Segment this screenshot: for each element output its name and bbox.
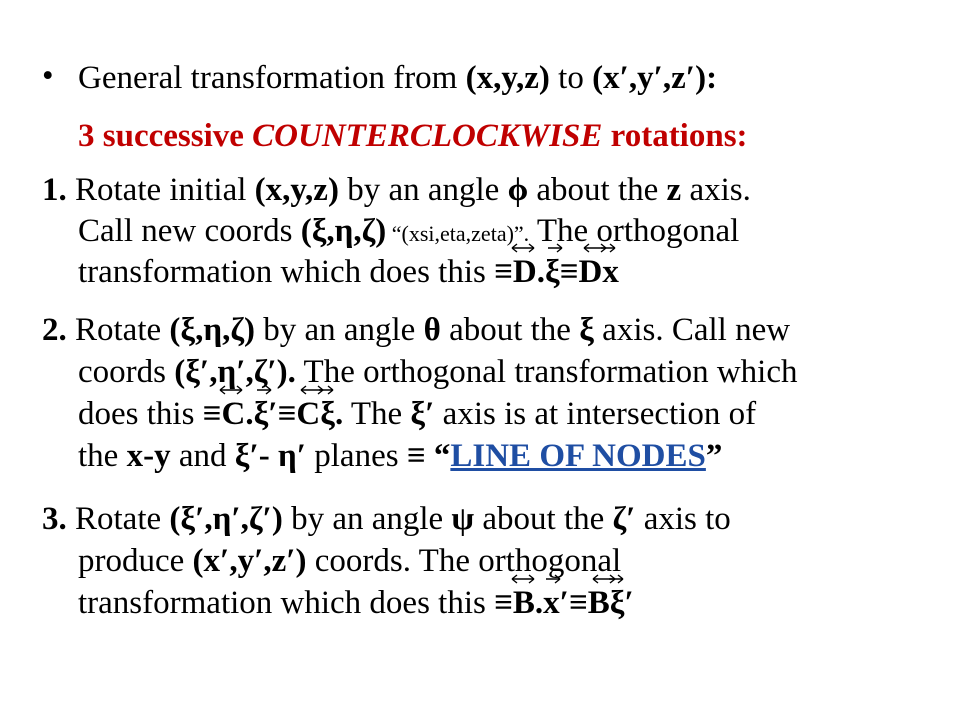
step3-text-a: Rotate bbox=[66, 501, 170, 537]
step3-vector-xip bbox=[610, 583, 634, 623]
double-arrow-icon bbox=[576, 243, 602, 253]
step2-matrix-C bbox=[221, 394, 253, 434]
right-arrow-icon bbox=[540, 574, 560, 584]
step1-coord-names: “(xsi,eta,zeta)”. bbox=[386, 221, 530, 246]
step2-open-quote: “ bbox=[425, 438, 451, 474]
step2-l4-text-a: the bbox=[78, 438, 127, 474]
step1-phi: ϕ bbox=[507, 172, 529, 208]
step2-number: 2. bbox=[42, 312, 67, 348]
step1-D-label: D. bbox=[512, 254, 545, 290]
step2-l3-text-a: does this bbox=[78, 396, 203, 432]
step2-C2-label: C bbox=[296, 396, 321, 432]
line-of-nodes-link[interactable]: LINE OF NODES bbox=[450, 438, 706, 474]
step1-coords: (x,y,z) bbox=[254, 172, 339, 208]
step2-line2 bbox=[78, 352, 798, 392]
step3-l2-text-a: produce bbox=[78, 543, 193, 579]
step2-C-label: C. bbox=[221, 396, 254, 432]
bullet-dot: • bbox=[42, 58, 54, 94]
step1-text-a: Rotate initial bbox=[66, 172, 255, 208]
step1-new-coords: (ξ,η,ζ) bbox=[300, 213, 387, 249]
step3-number: 3. bbox=[42, 501, 67, 537]
step2-line1 bbox=[42, 310, 790, 350]
step2-new-coords: (ξ′,η′,ζ′). bbox=[174, 354, 296, 390]
step2-vector-xip bbox=[254, 394, 278, 434]
right-arrow-icon bbox=[317, 385, 337, 395]
step1-vector-xi bbox=[545, 252, 560, 292]
step2-xi-label: ξ. bbox=[320, 396, 344, 432]
step2-line4 bbox=[78, 436, 722, 476]
double-arrow-icon bbox=[510, 574, 536, 584]
step2-l2-text-a: coords bbox=[78, 354, 175, 390]
double-arrow-icon bbox=[293, 385, 319, 395]
step2-l2-text-b: The orthogonal transformation which bbox=[295, 354, 798, 390]
step2-text-a: Rotate bbox=[66, 312, 170, 348]
step1-x-label: x bbox=[602, 254, 619, 290]
step2-xip-label: ξ′ bbox=[253, 396, 278, 432]
right-arrow-icon bbox=[607, 574, 627, 584]
step1-number: 1. bbox=[42, 172, 67, 208]
rotations-suffix: rotations: bbox=[602, 118, 748, 154]
step1-equiv-2: ≡ bbox=[559, 254, 579, 290]
step2-text-d: axis. Call new bbox=[593, 312, 791, 348]
step1-z: z bbox=[666, 172, 682, 208]
step1-l2-text-b: The orthogonal bbox=[529, 213, 740, 249]
step2-close-quote: ” bbox=[705, 438, 723, 474]
right-arrow-icon bbox=[599, 243, 619, 253]
right-arrow-icon bbox=[251, 385, 271, 395]
step3-matrix-B2 bbox=[588, 583, 610, 623]
rotations-count: 3 successive bbox=[78, 118, 253, 154]
double-arrow-icon bbox=[510, 243, 536, 253]
step1-D2-label: D bbox=[578, 254, 603, 290]
step2-theta: θ bbox=[423, 312, 441, 348]
step3-B-label: B. bbox=[512, 585, 544, 621]
step3-l3-text: transformation which does this bbox=[78, 585, 495, 621]
step3-coords: (ξ′,η′,ζ′) bbox=[169, 501, 283, 537]
step2-equiv-2: ≡ bbox=[277, 396, 297, 432]
step2-l3-text-c: axis is at intersection of bbox=[434, 396, 757, 432]
step1-line2 bbox=[78, 211, 739, 254]
step1-matrix-D bbox=[513, 252, 545, 292]
step3-line3 bbox=[78, 583, 634, 623]
step2-equiv-1: ≡ bbox=[202, 396, 222, 432]
rotations-direction: COUNTERCLOCKWISE bbox=[252, 118, 603, 154]
step3-l2-text-b: coords. The orthogonal bbox=[306, 543, 622, 579]
step1-line1 bbox=[42, 170, 751, 210]
step1-line3 bbox=[78, 252, 619, 292]
intro-from-coords: (x,y,z) bbox=[465, 60, 550, 96]
right-arrow-icon bbox=[542, 243, 562, 253]
step3-matrix-B bbox=[513, 583, 543, 623]
intro-line bbox=[78, 58, 717, 98]
double-arrow-icon bbox=[218, 385, 244, 395]
rotations-heading bbox=[78, 116, 748, 156]
step1-matrix-D2 bbox=[579, 252, 603, 292]
step2-matrix-C2 bbox=[296, 394, 320, 434]
step1-xi-label: ξ bbox=[545, 254, 560, 290]
step3-text-d: axis to bbox=[635, 501, 731, 537]
step3-text-b: by an angle bbox=[282, 501, 452, 537]
step3-zeta: ζ′ bbox=[612, 501, 636, 537]
step1-text-d: axis. bbox=[681, 172, 751, 208]
step2-xieta-plane: ξ′- η′ bbox=[234, 438, 306, 474]
step2-equiv-3: ≡ bbox=[406, 438, 426, 474]
intro-to-word: to bbox=[549, 60, 593, 96]
step2-xip-axis: ξ′ bbox=[410, 396, 435, 432]
step3-text-c: about the bbox=[474, 501, 613, 537]
step1-l2-text-a: Call new coords bbox=[78, 213, 301, 249]
step3-equiv-1: ≡ bbox=[494, 585, 513, 621]
step3-new-coords: (x′,y′,z′) bbox=[192, 543, 307, 579]
step2-text-b: by an angle bbox=[254, 312, 424, 348]
step3-equiv-2: ≡ bbox=[568, 585, 588, 621]
step3-psi: ψ bbox=[451, 501, 475, 537]
step2-text-c: about the bbox=[440, 312, 580, 348]
step3-xip-label: ξ′ bbox=[609, 585, 634, 621]
step2-line3 bbox=[78, 394, 756, 434]
step1-text-c: about the bbox=[528, 172, 667, 208]
step2-l3-text-b: The bbox=[343, 396, 411, 432]
step3-vector-xp bbox=[543, 583, 569, 623]
step1-vector-x bbox=[602, 252, 619, 292]
step2-l4-text-c: planes bbox=[306, 438, 407, 474]
step3-xp-label: x′ bbox=[543, 585, 569, 621]
intro-to-coords: (x′,y′,z′): bbox=[592, 60, 718, 96]
step3-line1 bbox=[42, 499, 731, 539]
intro-text: General transformation from bbox=[78, 60, 466, 96]
step2-vector-xi bbox=[320, 394, 343, 434]
step1-l3-text: transformation which does this bbox=[78, 254, 495, 290]
step2-xi: ξ bbox=[579, 312, 594, 348]
step2-xy-plane: x-y bbox=[126, 438, 171, 474]
step1-text-b: by an angle bbox=[338, 172, 508, 208]
step3-B2-label: B bbox=[587, 585, 610, 621]
step1-equiv-1: ≡ bbox=[494, 254, 513, 290]
step2-l4-text-b: and bbox=[170, 438, 235, 474]
step2-coords: (ξ,η,ζ) bbox=[169, 312, 255, 348]
